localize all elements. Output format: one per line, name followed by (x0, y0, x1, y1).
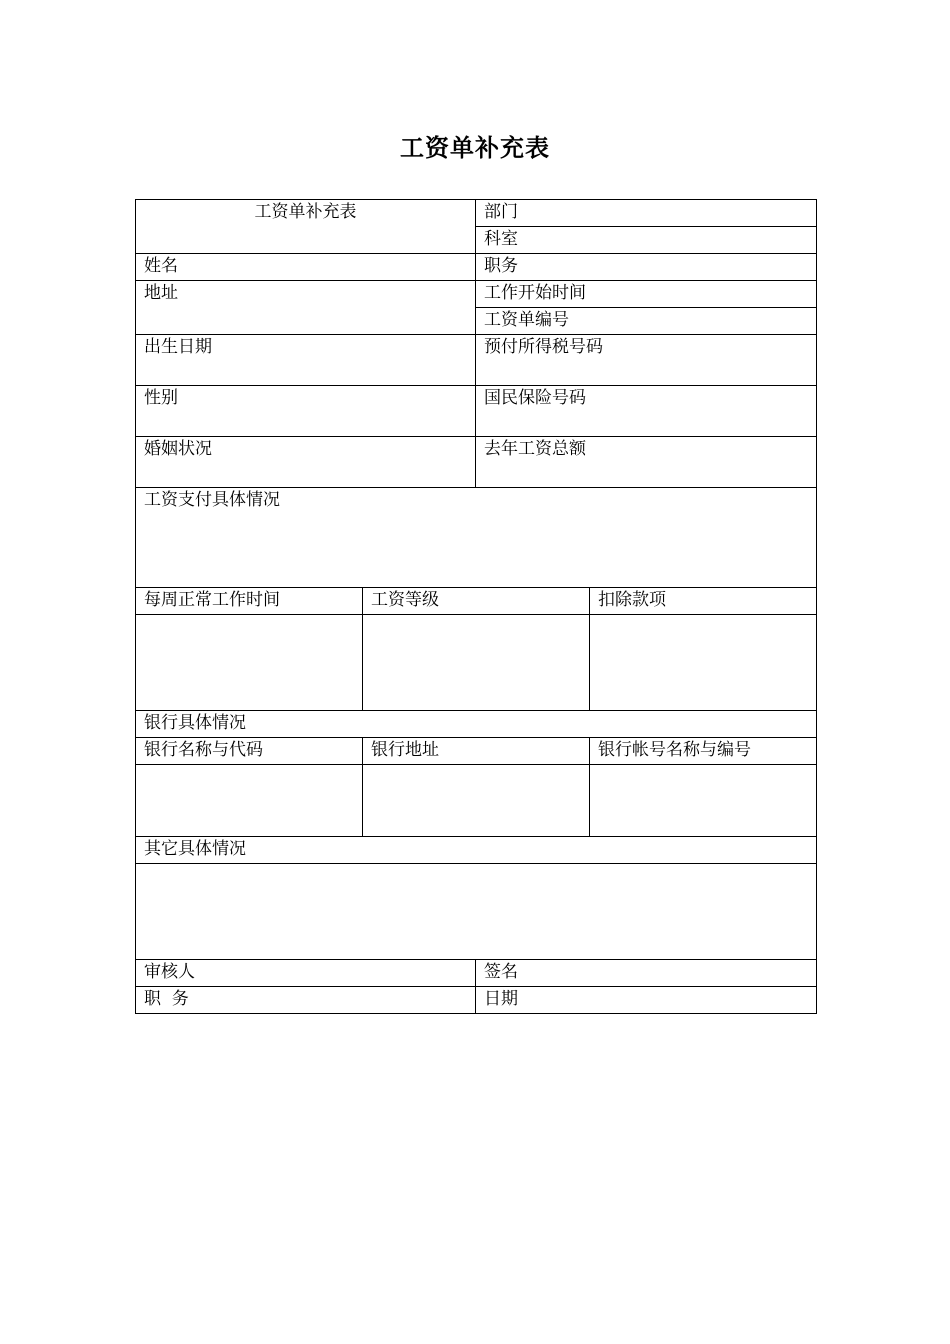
salary-grade-label: 工资等级 (371, 590, 439, 610)
signature-label: 签名 (484, 962, 518, 982)
form-row-payment-values (136, 615, 817, 711)
form-row-address-1 (136, 281, 817, 308)
weekly-hours-header (136, 588, 363, 615)
gender-label: 性别 (144, 388, 178, 408)
reviewer-label: 审核人 (144, 962, 195, 982)
bank-account-input[interactable] (590, 765, 817, 837)
marital-status-field[interactable] (136, 437, 476, 488)
bank-details-section (136, 711, 817, 738)
form-row-other-value (136, 864, 817, 960)
department-field[interactable] (476, 200, 817, 227)
last-year-salary-field[interactable] (476, 437, 817, 488)
bank-name-input[interactable] (136, 765, 363, 837)
date-field[interactable] (476, 987, 817, 1014)
birth-date-label: 出生日期 (144, 337, 212, 357)
bank-address-header (363, 738, 590, 765)
bank-name-label: 银行名称与代码 (144, 740, 263, 760)
page-title: 工资单补充表 (400, 133, 550, 162)
bank-address-input[interactable] (363, 765, 590, 837)
position-field[interactable] (476, 254, 817, 281)
form-row-bank-details (136, 711, 817, 738)
weekly-hours-input[interactable] (136, 615, 363, 711)
payroll-supplement-form (135, 199, 817, 1014)
form-row-header-1 (136, 200, 817, 227)
other-details-input[interactable] (136, 864, 817, 960)
section-field[interactable] (476, 227, 817, 254)
form-row-marital (136, 437, 817, 488)
bank-address-label: 银行地址 (371, 740, 439, 760)
payroll-number-label: 工资单编号 (484, 310, 569, 330)
form-row-bank-values (136, 765, 817, 837)
bank-account-label: 银行帐号名称与编号 (598, 740, 751, 760)
position-label: 职务 (484, 256, 518, 276)
reviewer-position-field[interactable] (136, 987, 476, 1014)
bank-account-header (590, 738, 817, 765)
payment-details-label: 工资支付具体情况 (144, 490, 280, 510)
deductions-input[interactable] (590, 615, 817, 711)
birth-date-field[interactable] (136, 335, 476, 386)
signature-field[interactable] (476, 960, 817, 987)
form-row-payment-details (136, 488, 817, 588)
prepaid-tax-number-field[interactable] (476, 335, 817, 386)
name-label: 姓名 (144, 256, 178, 276)
salary-grade-header (363, 588, 590, 615)
deductions-label: 扣除款项 (598, 590, 666, 610)
name-field[interactable] (136, 254, 476, 281)
deductions-header (590, 588, 817, 615)
date-label: 日期 (484, 989, 518, 1009)
gender-field[interactable] (136, 386, 476, 437)
form-row-name (136, 254, 817, 281)
national-insurance-label: 国民保险号码 (484, 388, 586, 408)
form-row-bank-headers (136, 738, 817, 765)
form-row-reviewer (136, 960, 817, 987)
last-year-salary-label: 去年工资总额 (484, 439, 586, 459)
form-name-cell (136, 200, 476, 254)
payment-details-field[interactable] (136, 488, 817, 588)
department-label: 部门 (484, 202, 518, 222)
reviewer-position-label: 职 务 (144, 989, 189, 1009)
reviewer-field[interactable] (136, 960, 476, 987)
other-details-label: 其它具体情况 (144, 839, 246, 859)
form-row-payment-headers (136, 588, 817, 615)
form-row-reviewer-position (136, 987, 817, 1014)
bank-details-label: 银行具体情况 (144, 713, 246, 733)
form-row-gender (136, 386, 817, 437)
salary-grade-input[interactable] (363, 615, 590, 711)
form-row-birth (136, 335, 817, 386)
prepaid-tax-number-label: 预付所得税号码 (484, 337, 603, 357)
national-insurance-field[interactable] (476, 386, 817, 437)
payroll-number-field[interactable] (476, 308, 817, 335)
bank-name-header (136, 738, 363, 765)
weekly-hours-label: 每周正常工作时间 (144, 590, 280, 610)
form-row-other-header (136, 837, 817, 864)
form-name-label: 工资单补充表 (254, 202, 357, 222)
start-time-label: 工作开始时间 (484, 283, 586, 303)
address-field[interactable] (136, 281, 476, 335)
address-label: 地址 (144, 283, 178, 303)
other-details-section (136, 837, 817, 864)
marital-status-label: 婚姻状况 (144, 439, 212, 459)
section-label: 科室 (484, 229, 518, 249)
start-time-field[interactable] (476, 281, 817, 308)
